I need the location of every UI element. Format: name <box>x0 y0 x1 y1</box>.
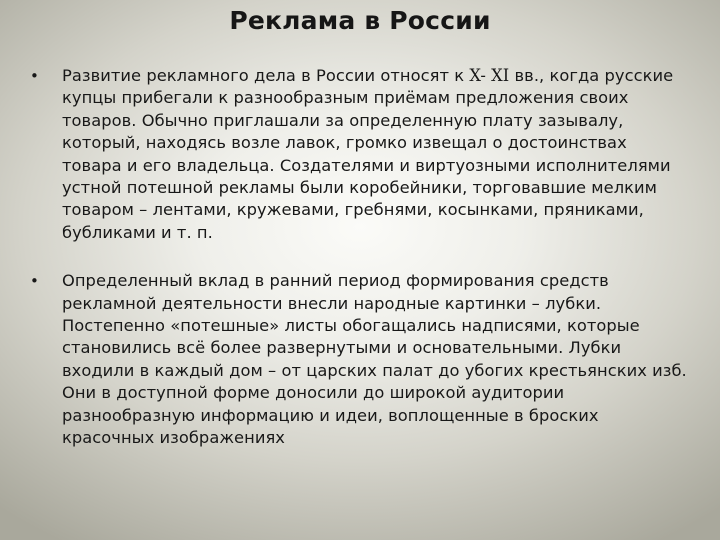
bullet-list <box>30 65 690 450</box>
bullet-icon: • <box>30 272 39 291</box>
bullet-1-centuries: X- XI <box>469 66 510 85</box>
bullet-icon: • <box>30 67 39 85</box>
bullet-item-2 <box>30 270 690 449</box>
bullet-2-text: Определенный вклад в ранний период формирования средств рекламной деятельности внесли народные картинки – лубки. Постепенно «потешные» листы обогащались надписями, которые становились всё более развернутыми и основательными. Лубки входили в каждый дом – от царских палат до убогих крестьянских изб. Они в доступной форме доносили до широкой аудитории разнообразную информацию и идеи, воплощенные в броских красочных изображениях <box>62 271 687 448</box>
bullet-1-text-end: вв., когда русские купцы прибегали к разнообразным приёмам предложения своих товаров. Обычно приглашали за определенную плату зазывалу, который, находясь возле лавок, громко извещал о достоинствах товара и его владельца. Создателями и виртуозными исполнителями устной потешной рекламы были коробейники, торговавшие мелким товаром – лентами, кружевами, гребнями, косынками, пряниками, бубликами и т. п. <box>62 66 674 242</box>
bullet-item-1 <box>30 65 690 244</box>
slide-title: Реклама в России <box>229 6 491 35</box>
bullet-1-text-start: Развитие рекламного дела в России относят к <box>62 66 470 85</box>
